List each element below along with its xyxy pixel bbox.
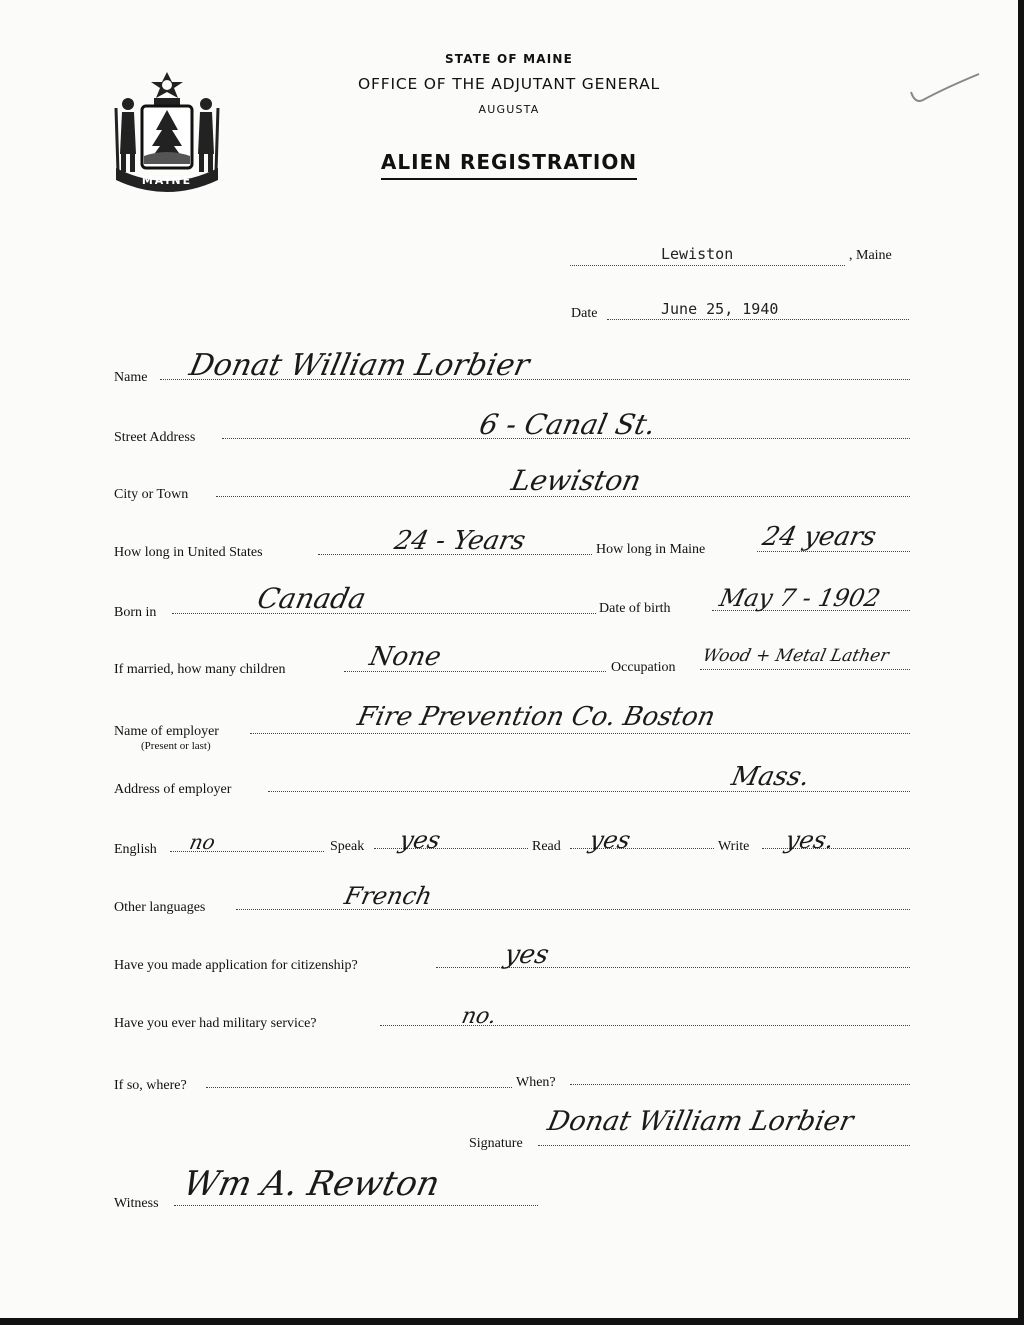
occupation-line <box>700 668 910 670</box>
dob-label: Date of birth <box>599 601 671 616</box>
me-years-label: How long in Maine <box>596 542 706 557</box>
employer-address-label: Address of employer <box>114 782 232 797</box>
seal-ribbon-text: MAINE <box>141 174 193 187</box>
speak-value: yes <box>397 826 444 854</box>
location-city-value: Lewiston <box>661 245 734 263</box>
born-value: Canada <box>254 582 369 615</box>
dob-value: May 7 - 1902 <box>717 584 883 612</box>
employer-value: Fire Prevention Co. Boston <box>354 702 718 732</box>
write-value: yes. <box>783 826 837 854</box>
citizenship-label: Have you made application for citizenship? <box>114 958 358 973</box>
location-state-label: , Maine <box>849 248 892 263</box>
write-label: Write <box>718 839 750 854</box>
read-label: Read <box>532 839 561 854</box>
english-label: English <box>114 842 157 857</box>
where-label: If so, where? <box>114 1078 187 1093</box>
when-line <box>570 1083 910 1085</box>
date-value: June 25, 1940 <box>661 300 779 318</box>
us-years-value: 24 - Years <box>391 526 529 556</box>
read-value: yes <box>587 826 634 854</box>
english-value: no <box>187 830 218 854</box>
employer-address-value: Mass. <box>728 762 813 792</box>
citizenship-value: yes <box>501 940 552 970</box>
header-state: STATE OF MAINE <box>444 52 574 66</box>
date-label: Date <box>571 306 598 321</box>
other-languages-value: French <box>342 882 435 910</box>
signature-value: Donat William Lorbier <box>544 1106 857 1137</box>
name-value: Donat William Lorbier <box>186 348 533 383</box>
city-value: Lewiston <box>508 464 645 497</box>
signature-label: Signature <box>469 1136 523 1151</box>
employer-line <box>250 732 910 734</box>
street-label: Street Address <box>114 430 196 445</box>
when-label: When? <box>516 1075 556 1090</box>
occupation-label: Occupation <box>611 660 676 675</box>
witness-label: Witness <box>114 1196 159 1211</box>
witness-value: Wm A. Rewton <box>179 1164 444 1204</box>
other-languages-line <box>236 908 910 910</box>
us-years-label: How long in United States <box>114 545 263 560</box>
where-line <box>206 1086 512 1088</box>
occupation-value: Wood + Metal Lather <box>700 646 891 666</box>
born-line <box>172 612 596 614</box>
employer-label: Name of employer <box>114 724 219 739</box>
employer-address-line <box>268 790 910 792</box>
employer-sublabel: (Present or last) <box>141 740 211 752</box>
name-label: Name <box>114 370 148 385</box>
children-label: If married, how many children <box>114 662 286 677</box>
header-office: OFFICE OF THE ADJUTANT GENERAL <box>358 75 660 93</box>
form-title <box>0 150 1018 174</box>
speak-label: Speak <box>330 839 365 854</box>
street-value: 6 - Canal St. <box>476 408 659 441</box>
other-languages-label: Other languages <box>114 900 206 915</box>
children-value: None <box>366 642 444 672</box>
form-title-text: ALIEN REGISTRATION <box>381 150 637 180</box>
location-line <box>570 264 845 266</box>
witness-line <box>174 1204 538 1206</box>
military-value: no. <box>459 1004 499 1029</box>
date-line <box>607 318 909 320</box>
me-years-value: 24 years <box>759 522 879 552</box>
signature-line <box>538 1144 910 1146</box>
born-label: Born in <box>114 605 157 620</box>
city-label: City or Town <box>114 487 189 502</box>
header-city: AUGUSTA <box>478 103 540 116</box>
military-label: Have you ever had military service? <box>114 1016 317 1031</box>
